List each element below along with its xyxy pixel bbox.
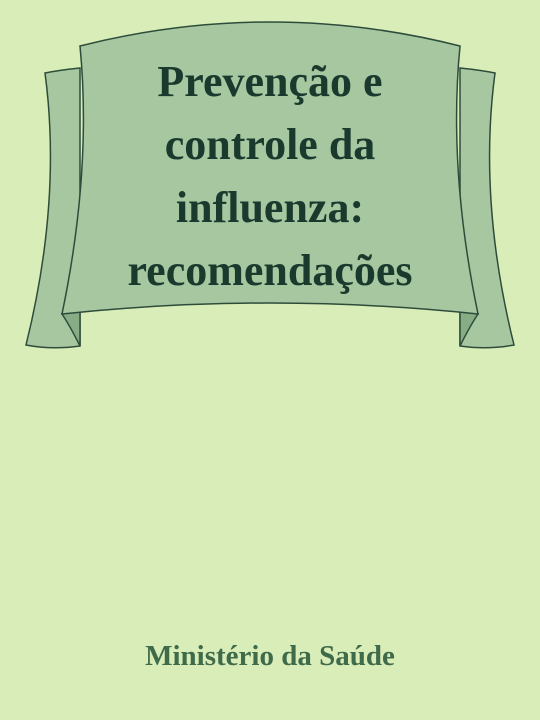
title-line: influenza: bbox=[175, 183, 365, 232]
title-line: controle da bbox=[164, 120, 376, 169]
book-title bbox=[70, 50, 470, 302]
author-name: Ministério da Saúde bbox=[145, 640, 395, 672]
title-line: recomendações bbox=[127, 246, 413, 295]
title-line: Prevenção e bbox=[157, 57, 383, 106]
